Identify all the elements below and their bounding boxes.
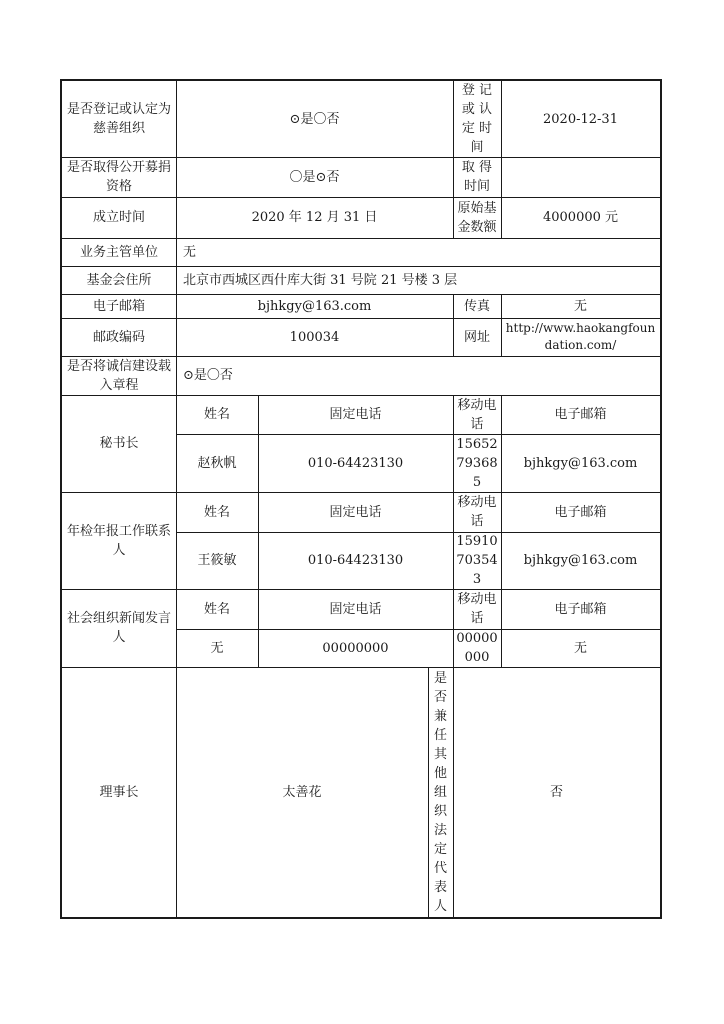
secretary-general-label: 秘书长	[99, 436, 139, 451]
annual-report-contact-name: 王筱敏	[197, 553, 237, 568]
col-email-header: 电子邮箱	[554, 601, 607, 617]
fax-value: 无	[573, 298, 587, 314]
col-landline-header: 固定电话	[329, 407, 382, 422]
concurrent-legal-rep-label: 是否兼任其他组织法定代表人	[433, 671, 447, 914]
integrity-charter-value: ⊙是〇否	[183, 368, 233, 383]
established-date-value: 2020 年 12 月 31 日	[251, 210, 378, 225]
qualification-date-label: 取 得时间	[461, 160, 493, 194]
chairman-label: 理事长	[99, 784, 139, 800]
charity-status-value: ⊙是〇否	[289, 111, 340, 127]
established-date-label: 成立时间	[92, 210, 145, 225]
col-email-header: 电子邮箱	[554, 504, 607, 520]
email-value: bjhkgy@163.com	[257, 298, 372, 314]
annual-report-contact-landline: 010-64423130	[307, 553, 404, 568]
supervisor-label: 业务主管单位	[79, 244, 158, 260]
annual-report-contact-label: 年检年报工作联系人	[66, 523, 171, 558]
initial-fund-label: 原始基金数额	[457, 200, 497, 235]
col-name-header: 姓名	[203, 601, 230, 617]
annual-report-contact-mobile: 15910703543	[456, 534, 498, 587]
col-email-header: 电子邮箱	[554, 407, 607, 422]
spokesperson-label: 社会组织新闻发言人	[66, 611, 171, 645]
email-label: 电子邮箱	[92, 298, 145, 314]
integrity-charter-label: 是否将诚信建设载入章程	[66, 358, 171, 393]
secretary-general-landline: 010-64423130	[307, 455, 404, 471]
concurrent-legal-rep-value: 否	[549, 784, 563, 800]
col-landline-header: 固定电话	[329, 504, 382, 520]
spokesperson-landline: 00000000	[322, 640, 389, 656]
col-mobile-header: 移动电话	[457, 397, 497, 432]
supervisor-value: 无	[183, 244, 197, 260]
col-landline-header: 固定电话	[329, 601, 382, 617]
registration-date-label: 登 记或 认定 时间	[461, 83, 493, 155]
registration-date-value: 2020-12-31	[543, 111, 618, 127]
fundraising-qualification-label: 是否取得公开募捐资格	[66, 160, 171, 194]
col-name-header: 姓名	[203, 407, 230, 422]
spokesperson-mobile: 00000000	[456, 631, 498, 665]
fax-label: 传真	[463, 298, 490, 314]
address-label: 基金会住所	[86, 272, 152, 288]
website-value: http://www.haokangfoundation.com/	[505, 321, 656, 352]
postcode-value: 100034	[289, 329, 340, 345]
postcode-label: 邮政编码	[92, 329, 145, 345]
spokesperson-name: 无	[210, 640, 224, 656]
qualification-date-value	[501, 157, 660, 197]
initial-fund-value: 4000000 元	[542, 210, 619, 225]
website-label: 网址	[463, 329, 490, 345]
col-name-header: 姓名	[203, 504, 230, 520]
annual-report-contact-email: bjhkgy@163.com	[523, 553, 638, 568]
secretary-general-mobile: 15652793685	[456, 436, 498, 490]
address-value: 北京市西城区西什库大街 31 号院 21 号楼 3 层	[183, 272, 458, 288]
spokesperson-email: 无	[573, 640, 587, 656]
secretary-general-name: 赵秋帆	[197, 455, 237, 471]
col-mobile-header: 移动电话	[457, 495, 497, 529]
secretary-general-email: bjhkgy@163.com	[523, 455, 638, 471]
col-mobile-header: 移动电话	[457, 592, 497, 626]
fundraising-qualification-value: 〇是⊙否	[289, 169, 340, 185]
charity-status-label: 是否登记或认定为慈善组织	[66, 102, 171, 136]
chairman-name: 太善花	[282, 784, 322, 800]
